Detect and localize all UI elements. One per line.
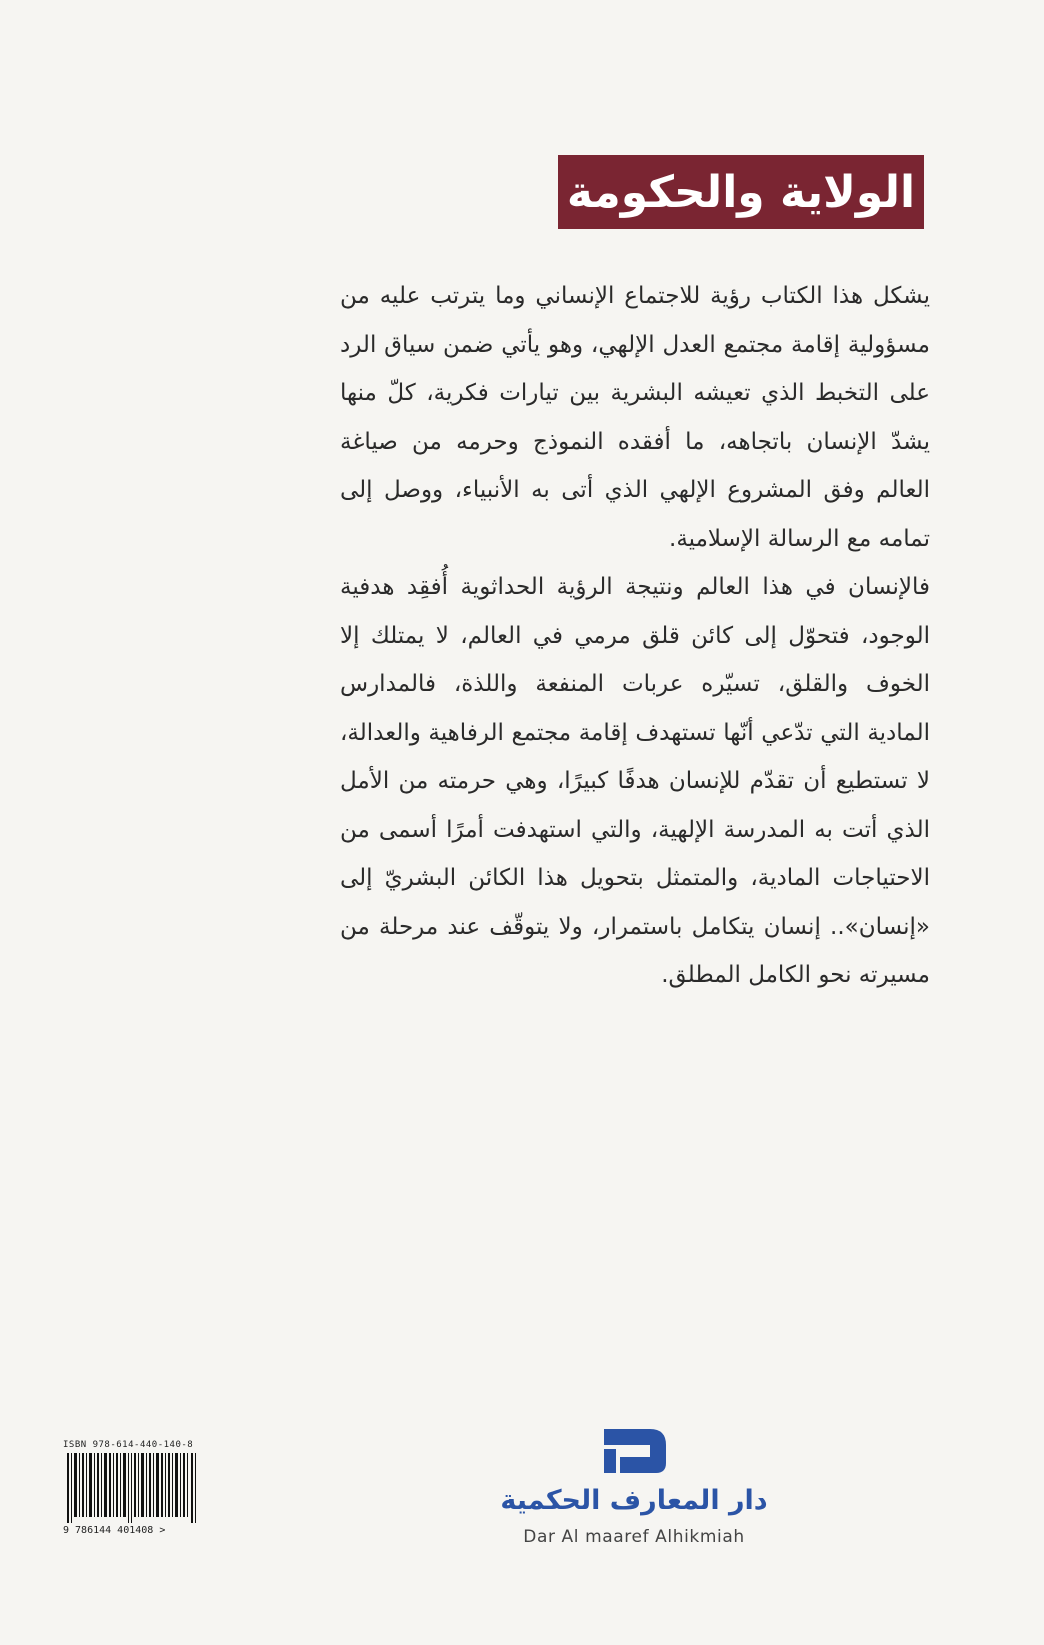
publisher-name-english: Dar Al maaref Alhikmiah — [523, 1527, 745, 1547]
publisher-name-arabic: دار المعارف الحكمية — [500, 1485, 768, 1516]
isbn-label: ISBN 978-614-440-140-8 — [63, 1440, 194, 1450]
blurb-paragraph-2: فالإنسان في هذا العالم ونتيجة الرؤية الحداثوية أُفقِد هدفية الوجود، فتحوّل إلى كائن قلق مرمي في العالم، لا يمتلك إلا الخوف والقلق، تسيّره عربات المنفعة واللذة، فالمدارس المادية التي تدّعي أنّها تستهدف إقامة مجتمع الرفاهية والعدالة، لا تستطيع أن تقدّم للإنسان هدفًا كبيرًا، وهي حرمته من الأمل الذي أتت به المدرسة الإلهية، والتي استهدفت أمرًا أسمى من الاحتياجات المادية، والمتمثل بتحويل هذا الكائن البشريّ إلى «إنسان».. إنسان يتكامل باستمرار، ولا يتوقّف عند مرحلة من مسيرته نحو الكامل المطلق. — [340, 574, 930, 988]
publisher-logo-icon — [600, 1425, 670, 1477]
barcode-bars — [67, 1453, 197, 1523]
blurb-paragraph-1: يشكل هذا الكتاب رؤية للاجتماع الإنساني وما يترتب عليه من مسؤولية إقامة مجتمع العدل الإلهي، وهو يأتي ضمن سياق الرد على التخبط الذي تعيشه البشرية بين تيارات فكرية، كلّ منها يشدّ الإنسان باتجاهه، ما أفقده النموذج وحرمه من صياغة العالم وفق المشروع الإلهي الذي أتى به الأنبياء، ووصل إلى تمامه مع الرسالة الإسلامية. — [340, 283, 930, 552]
book-title — [558, 155, 924, 229]
book-title-text: الولاية والحكومة — [566, 166, 916, 218]
isbn-barcode — [63, 1440, 206, 1540]
barcode-number: 9 786144 401408 > — [63, 1525, 166, 1536]
blurb-text — [340, 272, 930, 1000]
